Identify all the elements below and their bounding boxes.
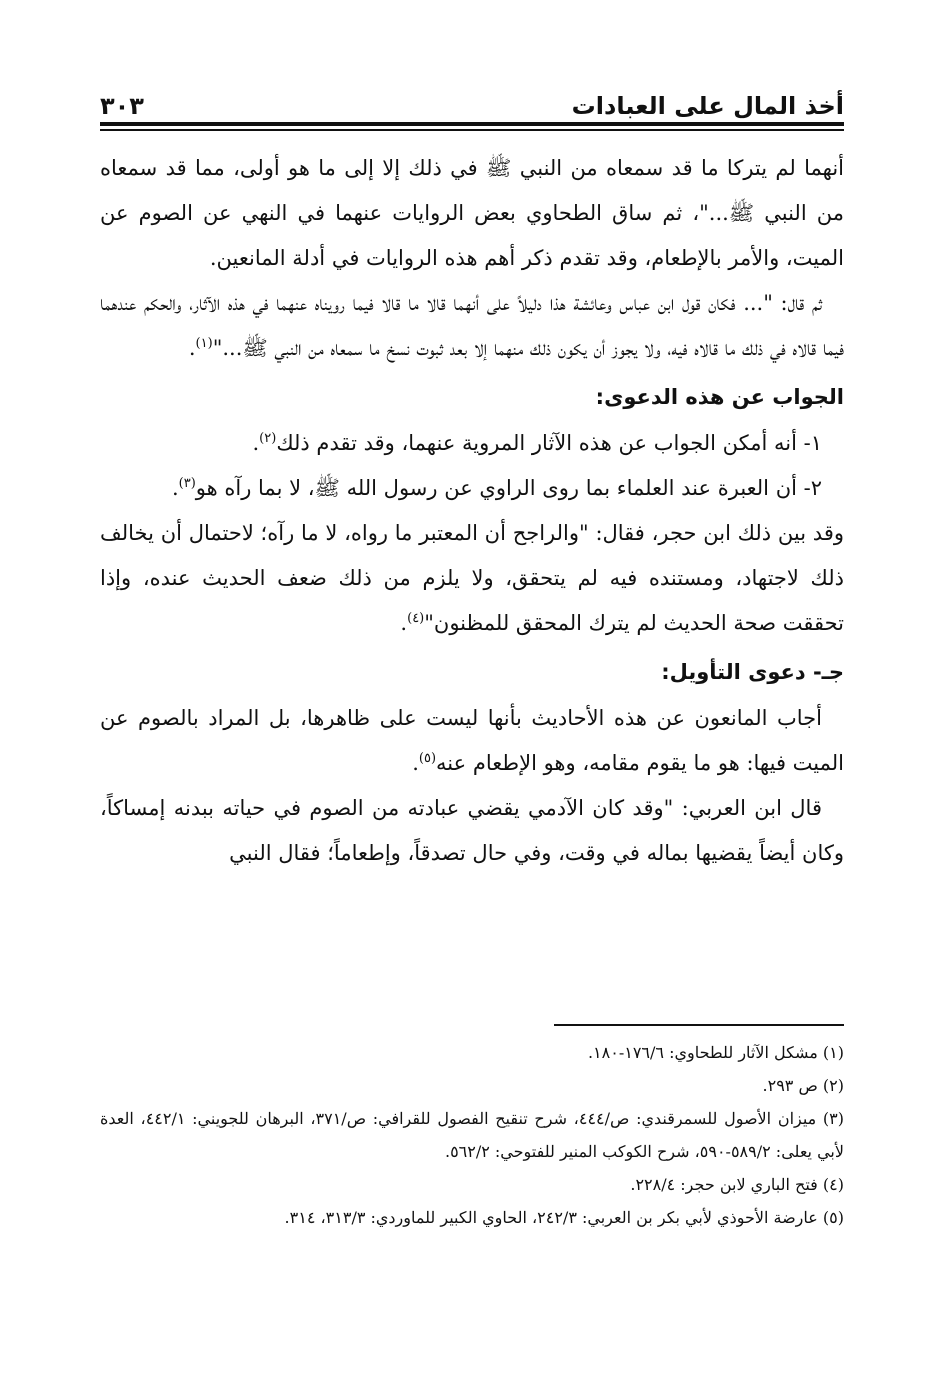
footnote: (٥) عارضة الأحوذي لأبي بكر بن العربي: ٢٤٢/٣، الحاوي الكبير للماوردي: ٣١٣/٣، ٣١٤. [284,1208,844,1227]
footnote: (٣) ميزان الأصول للسمرقندي: ص/٤٤٤، شرح تنقيح الفصول للقرافي: ص/٣٧١، البرهان للجويني: ٤٤٢/١، العدة لأبي يعلى: ٥٨٩/٢-٥٩٠، شرح الكوكب المنير للفتوحي: ٥٦٢/٢. [100,1109,845,1161]
paragraph-text: ثم قال: "... فكان قول ابن عباس وعائشة هذا دليلاً على أنهما قالا ما قالا فيما رويناه عنهما في هذه الآثار، والحكم عندهما فيما قالاه في ذلك ما قالاه فيه، ولا يجوز أن يكون ذلك منهما إلا بعد ثبوت نسخ ما سمعاه من النبي ﷺ..." [100,291,844,360]
paragraph [100,146,844,281]
list-item-text: ١- أنه أمكن الجواب عن هذه الآثار المروية عنهما، وقد تقدم ذلك [276,431,822,455]
footnote-ref: (١) [195,336,213,351]
paragraph [100,786,844,876]
paragraph: ثم قال: "... فكان قول ابن عباس وعائشة هذا دليلاً على أنهما قالا ما قالا فيما رويناه عنهما في هذه الآثار، والحكم عندهما فيما قالاه في ذلك ما قالاه فيه، ولا يجوز أن يكون ذلك منهما إلا بعد ثبوت نسخ ما سمعاه من النبي ﷺ..."$^{(١)}$. [100,291,844,360]
list-item: ٢- أن العبرة عند العلماء بما روى الراوي عن رسول الله ﷺ، لا بما رآه هو$^{(٣)}$. [171,476,822,500]
paragraph-text: أنهما لم يتركا ما قد سمعاه من النبي ﷺ في ذلك إلا إلى ما هو أولى، مما قد سمعاه من النبي ﷺ..."، ثم ساق الطحاوي بعض الروايات عنهما في النهي عن الصوم عن الميت، والأمر بالإطعام، وقد تقدم ذكر أهم هذه الروايات في أدلة المانعين. [100,156,844,270]
paragraph: وقد بين ذلك ابن حجر، فقال: "والراجح أن المعتبر ما رواه، لا ما رآه؛ لاحتمال أن يخالف ذلك لاجتهاد، ومستنده فيه لم يتحقق، ولا يلزم من ذلك ضعف الحديث عنده، وإذا تحققت صحة الحديث لم يترك المحقق للمظنون"$^{(٤)}$. [100,521,844,635]
footnote: (٢) ص ٢٩٣. [762,1076,844,1095]
running-title: أخذ المال على العبادات [571,92,844,120]
footnote: (٤) فتح الباري لابن حجر: ٢٢٨/٤. [630,1175,844,1194]
footnote-ref: (٤) [407,611,425,626]
footnote-rule [554,1024,844,1026]
header-rule-thin [100,129,844,131]
page-header [100,84,844,120]
main-text [100,146,844,876]
page-number: ٣٠٣ [100,92,144,120]
header-rule [100,122,844,126]
section-heading: الجواب عن هذه الدعوى: [595,385,844,409]
footnote-ref: (٣) [178,476,196,491]
footnote-ref: (٢) [259,431,277,446]
paragraph-text: قال ابن العربي: "وقد كان الآدمي يقضي عبادته من الصوم في حياته ببدنه إمساكاً، وكان أيضاً يقضيها بماله في وقت، وفي حال تصدقاً، وإطعاماً؛ فقال النبي [100,796,844,865]
paragraph-text: أجاب المانعون عن هذه الأحاديث بأنها ليست على ظاهرها، بل المراد بالصوم عن الميت فيها: هو ما يقوم مقامه، وهو الإطعام عنه [100,706,844,775]
footnote-ref: (٥) [418,751,437,766]
list-item: ١- أنه أمكن الجواب عن هذه الآثار المروية عنهما، وقد تقدم ذلك$^{(٢)}$. [252,431,822,455]
section-heading: جـ- دعوى التأويل: [661,660,844,684]
paragraph: أجاب المانعون عن هذه الأحاديث بأنها ليست على ظاهرها، بل المراد بالصوم عن الميت فيها: هو ما يقوم مقامه، وهو الإطعام عنه$^{(٥)}$. [100,706,844,775]
footnote: (١) مشكل الآثار للطحاوي: ١٧٦/٦-١٨٠. [587,1043,844,1062]
paragraph-text: وقد بين ذلك ابن حجر، فقال: "والراجح أن المعتبر ما رواه، لا ما رآه؛ لاحتمال أن يخالف ذلك لاجتهاد، ومستنده فيه لم يتحقق، ولا يلزم من ذلك ضعف الحديث عنده، وإذا تحققت صحة الحديث لم يترك المحقق للمظنون" [100,521,844,635]
list-item-text: ٢- أن العبرة عند العلماء بما روى الراوي عن رسول الله ﷺ، لا بما رآه هو [195,476,822,500]
footnotes [100,1036,844,1234]
